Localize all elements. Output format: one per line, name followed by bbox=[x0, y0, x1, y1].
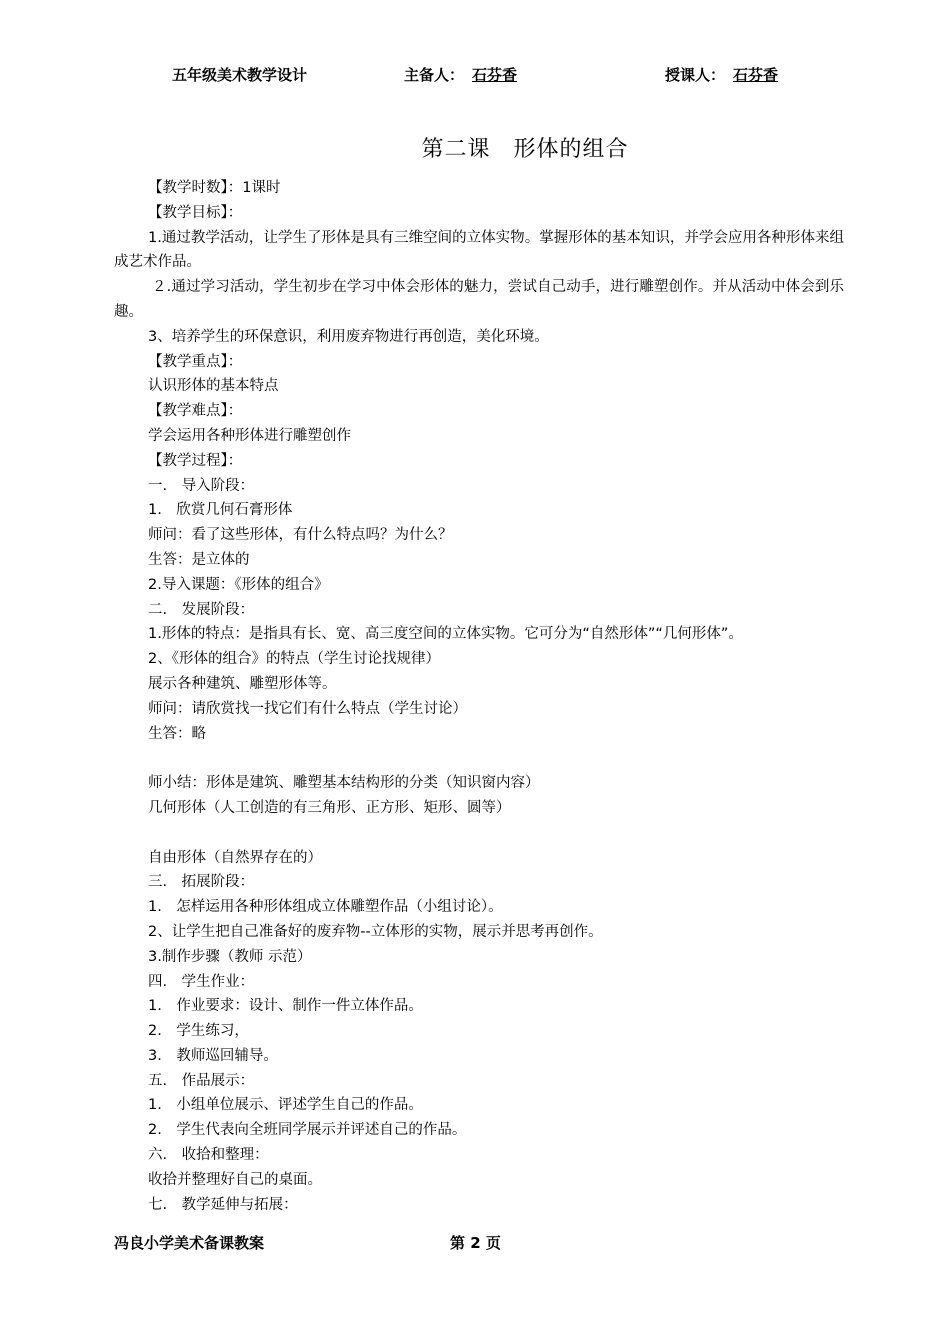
header-teach-name: 石芬香 bbox=[733, 66, 779, 84]
section-4-item-2: 2. 学生练习， bbox=[148, 1023, 249, 1040]
section-7-heading: 七. 教学延伸与拓展： bbox=[148, 1196, 298, 1213]
section-5-heading: 五. 作品展示： bbox=[148, 1072, 255, 1089]
section-1-item-2: 2.导入课题：《形体的组合》 bbox=[148, 576, 329, 593]
section-2-question: 师问：请欣赏找一找它们有什么特点（学生讨论） bbox=[148, 700, 467, 717]
goal-1: 1.通过教学活动，让学生了形体是具有三维空间的立体实物。掌握形体的基本知识，并学会应用各种形体来组成艺术作品。 bbox=[114, 229, 844, 271]
goal-3: 3、培养学生的环保意识，利用废弃物进行再创造，美化环境。 bbox=[148, 328, 549, 345]
section-4-item-3: 3. 教师巡回辅导。 bbox=[148, 1047, 278, 1064]
footer-page-number: 第 2 页 bbox=[450, 1234, 501, 1252]
section-6-heading: 六. 收拾和整理： bbox=[148, 1147, 269, 1164]
difficulty-heading: 【教学难点】： bbox=[148, 403, 243, 420]
section-3-item-1: 1. 怎样运用各种形体组成立体雕塑作品（小组讨论）。 bbox=[148, 899, 503, 916]
lesson-title: 第二课 形体的组合 bbox=[421, 137, 629, 162]
footer-school: 冯良小学美术备课教案 bbox=[114, 1234, 265, 1252]
goal-2: ２.通过学习活动，学生初步在学习中体会形体的魅力，尝试自己动手，进行雕塑创作。并从活动中体会到乐趣。 bbox=[114, 279, 844, 320]
goals-heading: 【教学目标】： bbox=[148, 204, 243, 221]
section-4-item-1: 1. 作业要求：设计、制作一件立体作品。 bbox=[148, 998, 423, 1015]
section-2-geometric: 几何形体（人工创造的有三角形、正方形、矩形、圆等） bbox=[148, 799, 511, 816]
process-heading: 【教学过程】： bbox=[148, 452, 243, 469]
page-header bbox=[0, 64, 950, 88]
section-4-heading: 四. 学生作业： bbox=[148, 973, 255, 990]
section-2-summary: 师小结：形体是建筑、雕塑基本结构形的分类（知识窗内容） bbox=[148, 775, 540, 792]
spacer bbox=[114, 821, 844, 846]
section-1-item-1: 1. 欣赏几何石膏形体 bbox=[148, 502, 293, 519]
header-teach-label: 授课人： bbox=[665, 66, 726, 84]
header-prep-name: 石芬香 bbox=[472, 66, 518, 84]
spacer bbox=[114, 746, 844, 771]
section-3-item-3: 3.制作步骤（教师 示范） bbox=[148, 948, 312, 965]
section-1-question: 师问：看了这些形体，有什么特点吗？为什么？ bbox=[148, 527, 453, 544]
key-text: 认识形体的基本特点 bbox=[148, 378, 279, 395]
page-footer bbox=[0, 1232, 950, 1256]
section-2-free-form: 自由形体（自然界存在的） bbox=[148, 849, 322, 866]
lesson-body bbox=[114, 176, 844, 1217]
section-2-heading: 二. 发展阶段： bbox=[148, 601, 255, 618]
section-1-answer: 生答：是立体的 bbox=[148, 551, 250, 568]
teaching-hours: 【教学时数】：1课时 bbox=[148, 180, 281, 196]
key-heading: 【教学重点】： bbox=[148, 353, 243, 370]
section-2-answer: 生答：略 bbox=[148, 725, 206, 742]
section-2-item-1: 1.形体的特点：是指具有长、宽、高三度空间的立体实物。它可分为“自然形体”“几何形体”。 bbox=[148, 626, 743, 643]
section-3-heading: 三. 拓展阶段： bbox=[148, 874, 255, 891]
section-6-text: 收拾并整理好自己的桌面。 bbox=[148, 1171, 322, 1188]
header-prep-label: 主备人： bbox=[404, 66, 465, 84]
difficulty-text: 学会运用各种形体进行雕塑创作 bbox=[148, 427, 351, 444]
section-5-item-2: 2. 学生代表向全班同学展示并评述自己的作品。 bbox=[148, 1122, 467, 1139]
section-2-show: 展示各种建筑、雕塑形体等。 bbox=[148, 675, 337, 692]
section-3-item-2: 2、让学生把自己准备好的废弃物--立体形的实物，展示并思考再创作。 bbox=[148, 923, 603, 940]
section-2-item-2: 2、《形体的组合》的特点（学生讨论找规律） bbox=[148, 651, 440, 668]
header-grade-title: 五年级美术教学设计 bbox=[172, 66, 308, 84]
section-1-heading: 一. 导入阶段： bbox=[148, 477, 255, 494]
section-5-item-1: 1. 小组单位展示、评述学生自己的作品。 bbox=[148, 1097, 423, 1114]
